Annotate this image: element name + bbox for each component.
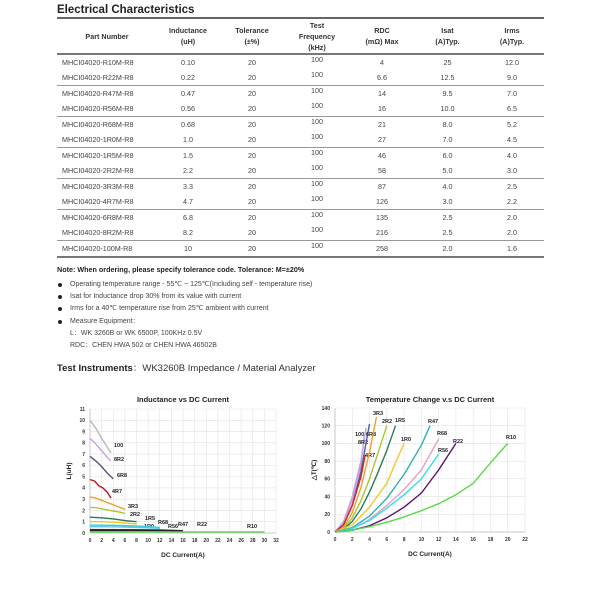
y-tick-label: 60	[324, 476, 330, 483]
inductance-cell: 0.10	[181, 58, 195, 67]
irms-cell: 3.0	[480, 163, 544, 179]
tolerance-cell: 20	[219, 194, 285, 210]
series-line-100	[90, 420, 111, 453]
header-rdc: RDC (mΩ) Max	[349, 19, 415, 54]
x-tick-label: 10	[418, 537, 425, 543]
y-tick-label: 80	[324, 458, 330, 465]
table-header-row	[57, 19, 544, 54]
bullet-icon	[58, 295, 62, 299]
isat-cell: 6.0	[442, 151, 453, 160]
tolerance-cell: 20	[219, 101, 285, 117]
series-label-2R2: 2R2	[130, 512, 141, 518]
header-irms: Irms (A)Typ.	[480, 19, 544, 54]
x-tick-label: 0	[333, 537, 337, 543]
test-frequency-cell: 100	[285, 98, 349, 114]
x-tick-label: 14	[453, 537, 459, 543]
inductance-cell: 0.56	[157, 101, 219, 117]
x-tick-label: 6	[385, 537, 389, 543]
irms-cell: 4.0	[507, 151, 517, 160]
x-tick-label: 24	[226, 538, 233, 544]
tolerance-cell: 20	[219, 241, 285, 258]
isat-cell: 10.0	[415, 101, 480, 117]
irms-cell: 7.0	[507, 89, 517, 98]
inductance-cell: 8.2	[157, 225, 219, 241]
irms-cell: 9.0	[480, 70, 544, 86]
isat-cell: 3.0	[415, 194, 480, 210]
part-number-cell: MHCI04020-6R8M-R8	[62, 213, 134, 222]
isat-cell: 9.5	[442, 89, 453, 98]
inductance-cell: 6.8	[183, 213, 193, 222]
y-tick-label: 7	[82, 451, 85, 458]
series-label-R56: R56	[438, 448, 449, 454]
tolerance-cell: 20	[219, 132, 285, 148]
y-tick-label: 1	[82, 519, 85, 526]
tolerance-cell: 20	[219, 225, 285, 241]
list-item: Measure Equipment：	[57, 316, 312, 328]
series-label-R10: R10	[247, 524, 258, 530]
test-instruments: Test Instruments：WK3260B Impedance / Material Analyzer	[57, 363, 316, 374]
series-label-R10: R10	[506, 435, 517, 441]
x-tick-label: 16	[470, 537, 476, 543]
x-axis-label: DC Current(A)	[161, 552, 205, 559]
y-tick-label: 0	[327, 529, 330, 536]
part-number-cell: MHCI04020-1R5M-R8	[62, 151, 134, 160]
tolerance-cell: 20	[248, 182, 256, 191]
isat-cell: 4.0	[442, 182, 453, 191]
inductance-cell: 0.47	[181, 89, 195, 98]
x-tick-label: 12	[156, 538, 163, 544]
irms-cell: 12.0	[505, 58, 519, 67]
part-number-cell: MHCI04020-4R7M-R8	[57, 194, 157, 210]
bullet-icon	[58, 320, 62, 324]
rdc-cell: 58	[349, 163, 415, 179]
isat-cell: 2.0	[415, 241, 480, 258]
x-tick-label: 0	[88, 538, 92, 544]
x-tick-label: 20	[203, 538, 210, 544]
rdc-cell: 14	[378, 89, 386, 98]
x-axis-label: DC Current(A)	[408, 551, 452, 558]
temperature-vs-current-chart	[295, 390, 535, 560]
series-label-8R2: 8R2	[114, 457, 125, 463]
series-label-6R8: 6R8	[366, 432, 377, 438]
inductance-cell: 1.0	[157, 132, 219, 148]
isat-cell: 5.0	[415, 163, 480, 179]
header-part-number: Part Number	[57, 19, 157, 54]
x-tick-label: 26	[238, 538, 244, 544]
series-label-1R5: 1R5	[145, 516, 156, 522]
irms-cell: 2.2	[480, 194, 544, 210]
irms-cell: 5.2	[507, 120, 517, 129]
test-frequency-cell: 100	[285, 191, 349, 207]
rdc-cell: 87	[378, 182, 386, 191]
y-axis-label: L(uH)	[66, 462, 73, 480]
x-tick-label: 4	[368, 537, 371, 543]
rdc-cell: 4	[380, 58, 384, 67]
list-item: Isat for Inductance drop 30% from its value with current	[57, 291, 312, 303]
y-tick-label: 120	[321, 423, 330, 430]
series-label-3R3: 3R3	[373, 411, 384, 417]
list-item: Operating temperature range - 55℃ ~ 125℃(Including self - temperature rise)	[57, 279, 312, 291]
irms-cell: 2.0	[480, 225, 544, 241]
rdc-cell: 135	[376, 213, 388, 222]
x-tick-label: 8	[402, 537, 406, 543]
x-tick-label: 30	[261, 538, 268, 544]
electrical-characteristics-table	[57, 19, 544, 258]
part-number-cell: MHCI04020-R22M-R8	[57, 70, 157, 86]
isat-cell: 8.0	[442, 120, 453, 129]
y-tick-label: 140	[321, 405, 330, 412]
irms-cell: 6.5	[480, 101, 544, 117]
inductance-cell: 1.5	[183, 151, 193, 160]
tolerance-cell: 20	[248, 89, 256, 98]
series-label-R56: R56	[168, 524, 179, 530]
y-tick-label: 0	[82, 530, 85, 537]
isat-cell: 7.0	[415, 132, 480, 148]
isat-cell: 2.5	[442, 213, 453, 222]
series-label-R47: R47	[178, 522, 189, 528]
y-tick-label: 6	[82, 463, 85, 470]
x-tick-label: 10	[145, 538, 151, 544]
part-number-cell: MHCI04020-R68M-R8	[62, 120, 134, 129]
isat-cell: 25	[443, 58, 452, 67]
y-tick-label: 100	[321, 441, 330, 448]
x-tick-label: 20	[504, 537, 511, 543]
test-frequency-cell: 100	[285, 222, 349, 238]
series-label-100: 100	[114, 443, 124, 449]
spec-notes-list	[57, 279, 312, 328]
rdc-cell: 21	[378, 120, 386, 129]
test-frequency-cell: 100	[311, 55, 323, 64]
x-tick-label: 18	[191, 538, 198, 544]
x-tick-label: 2	[100, 538, 104, 544]
part-number-cell: MHCI04020-100M-R8	[57, 241, 157, 258]
part-number-cell: MHCI04020-R47M-R8	[62, 89, 134, 98]
x-tick-label: 6	[123, 538, 127, 544]
table-row	[57, 241, 544, 258]
part-number-cell: MHCI04020-8R2M-R8	[57, 225, 157, 241]
y-tick-label: 9	[82, 429, 85, 436]
y-tick-label: 40	[324, 494, 330, 501]
inductance-cell: 10	[157, 241, 219, 258]
rdc-cell: 258	[349, 241, 415, 258]
equipment-l: L：WK 3260B or WK 6500P, 100KHz 0.5V	[70, 330, 203, 337]
series-label-3R3: 3R3	[128, 504, 139, 510]
ordering-note: Note: When ordering, please specify tolerance code. Tolerance: M=±20%	[57, 265, 305, 274]
rdc-cell: 216	[349, 225, 415, 241]
x-tick-label: 22	[215, 538, 221, 544]
irms-cell: 2.5	[507, 182, 517, 191]
y-tick-label: 2	[82, 508, 85, 515]
x-tick-label: 22	[522, 537, 528, 543]
x-tick-label: 28	[249, 538, 256, 544]
y-tick-label: 4	[82, 485, 85, 492]
chart-title: Temperature Change v.s DC Current	[365, 395, 495, 404]
series-label-4R7: 4R7	[365, 453, 376, 459]
header-tolerance: Tolerance (±%)	[219, 19, 285, 54]
series-line-R22	[335, 443, 456, 532]
series-label-1R0: 1R0	[144, 524, 155, 530]
test-frequency-cell: 100	[311, 86, 323, 95]
test-frequency-cell: 100	[311, 179, 323, 188]
tolerance-cell: 20	[248, 120, 256, 129]
series-label-8R2: 8R2	[358, 440, 369, 446]
section-title: Electrical Characteristics	[57, 4, 195, 16]
series-label-1R0: 1R0	[401, 437, 412, 443]
isat-cell: 12.5	[415, 70, 480, 86]
test-frequency-cell: 100	[285, 129, 349, 145]
inductance-cell: 3.3	[183, 182, 193, 191]
header-isat: Isat (A)Typ.	[415, 19, 480, 54]
tolerance-cell: 20	[248, 58, 256, 67]
inductance-cell: 0.68	[181, 120, 195, 129]
series-label-R68: R68	[158, 520, 169, 526]
series-label-R47: R47	[428, 419, 439, 425]
series-line-R22	[90, 531, 183, 532]
inductance-cell: 4.7	[157, 194, 219, 210]
header-inductance: Inductance (uH)	[157, 19, 219, 54]
inductance-cell: 2.2	[157, 163, 219, 179]
part-number-cell: MHCI04020-R10M-R8	[62, 58, 134, 67]
series-label-2R2: 2R2	[382, 419, 393, 425]
x-tick-label: 8	[135, 538, 138, 544]
rdc-cell: 6.6	[349, 70, 415, 86]
irms-cell: 1.6	[480, 241, 544, 258]
header-test-frequency: Test Frequency (kHz)	[285, 19, 349, 54]
x-tick-label: 2	[350, 537, 354, 543]
y-tick-label: 11	[79, 406, 85, 413]
y-tick-label: 5	[82, 474, 85, 481]
x-tick-label: 18	[487, 537, 494, 543]
rdc-cell: 16	[349, 101, 415, 117]
tolerance-cell: 20	[219, 70, 285, 86]
series-line-4R7	[90, 480, 111, 499]
x-tick-label: 32	[273, 538, 279, 544]
x-tick-label: 4	[111, 538, 115, 544]
series-line-8R2	[90, 438, 111, 461]
rdc-cell: 27	[349, 132, 415, 148]
test-frequency-cell: 100	[285, 160, 349, 176]
rdc-cell: 46	[378, 151, 386, 160]
y-axis-label: △T(℃)	[311, 459, 318, 481]
tolerance-cell: 20	[248, 213, 256, 222]
series-label-R22: R22	[197, 522, 208, 528]
test-frequency-cell: 100	[285, 238, 349, 255]
test-frequency-cell: 100	[311, 148, 323, 157]
tolerance-cell: 20	[219, 163, 285, 179]
y-tick-label: 20	[324, 512, 330, 519]
rdc-cell: 126	[349, 194, 415, 210]
x-tick-label: 14	[168, 538, 175, 544]
irms-cell: 4.5	[480, 132, 544, 148]
inductance-cell: 0.22	[157, 70, 219, 86]
isat-cell: 2.5	[415, 225, 480, 241]
part-number-cell: MHCI04020-1R0M-R8	[57, 132, 157, 148]
bullet-icon	[58, 307, 62, 311]
series-label-R68: R68	[437, 431, 448, 437]
series-label-R22: R22	[453, 439, 464, 445]
series-label-100: 100	[355, 432, 365, 438]
test-instruments-value: WK3260B Impedance / Material Analyzer	[142, 363, 316, 374]
list-item: Irms for a 40℃ temperature rise from 25℃ ambient with current	[57, 303, 312, 315]
equipment-rdc: RDC：CHEN HWA 502 or CHEN HWA 46502B	[70, 342, 217, 349]
test-instruments-label: Test Instruments	[57, 363, 133, 374]
series-label-1R5: 1R5	[395, 418, 406, 424]
y-tick-label: 3	[82, 496, 85, 503]
y-tick-label: 10	[79, 418, 85, 425]
y-tick-label: 8	[82, 440, 85, 447]
part-number-cell: MHCI04020-R56M-R8	[57, 101, 157, 117]
test-frequency-cell: 100	[311, 117, 323, 126]
inductance-vs-current-chart	[60, 390, 290, 560]
part-number-cell: MHCI04020-3R3M-R8	[62, 182, 134, 191]
x-tick-label: 12	[435, 537, 442, 543]
x-tick-label: 16	[180, 538, 186, 544]
series-label-6R8: 6R8	[117, 473, 128, 479]
irms-cell: 2.0	[507, 213, 517, 222]
chart-title: Inductance vs DC Current	[136, 395, 230, 404]
tolerance-cell: 20	[248, 151, 256, 160]
test-frequency-cell: 100	[311, 210, 323, 219]
bullet-icon	[58, 283, 62, 287]
part-number-cell: MHCI04020-2R2M-R8	[57, 163, 157, 179]
test-frequency-cell: 100	[285, 67, 349, 83]
series-label-4R7: 4R7	[112, 489, 123, 495]
